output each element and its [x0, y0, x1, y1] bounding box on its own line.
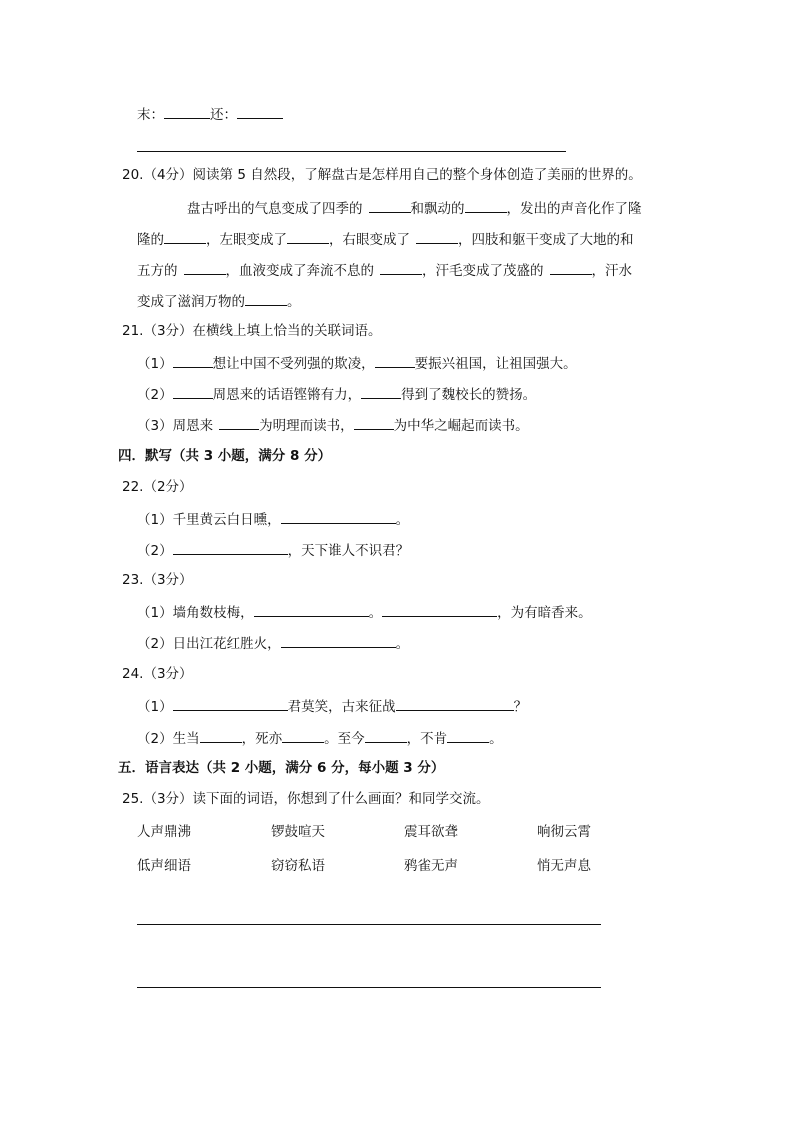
word: 人声鼎沸	[137, 824, 191, 840]
text: （1）	[137, 356, 173, 372]
text: （2）	[137, 387, 173, 403]
blank[interactable]	[173, 353, 213, 368]
text: 隆的	[137, 232, 164, 248]
text: 要振兴祖国，让祖国强大。	[414, 356, 577, 372]
blank[interactable]	[380, 260, 422, 275]
blank[interactable]	[245, 291, 287, 306]
answer-line[interactable]	[137, 924, 601, 925]
q19-answer-line	[137, 104, 283, 122]
text: 。	[395, 512, 410, 528]
text: 君莫笑，古来征战	[287, 699, 396, 715]
blank[interactable]	[173, 384, 213, 399]
text: （2）日出江花红胜火，	[137, 636, 281, 652]
word: 响彻云霄	[537, 824, 591, 840]
text: 得到了魏校长的赞扬。	[401, 387, 537, 403]
blank[interactable]	[164, 229, 206, 244]
text: ，汗水	[591, 263, 632, 279]
answer-line[interactable]	[137, 987, 601, 988]
text: ，天下谁人不识君？	[287, 543, 410, 559]
q22-item	[137, 509, 409, 527]
text: （1）千里黄云白日曛，	[137, 512, 281, 528]
text: 。至今	[324, 731, 365, 747]
blank[interactable]	[396, 696, 514, 711]
text: ，左眼变成了	[206, 232, 287, 248]
text: ？	[513, 699, 528, 715]
q22-item	[137, 540, 409, 558]
q20-line	[137, 291, 301, 309]
blank[interactable]	[254, 602, 369, 617]
q21-item	[137, 415, 529, 433]
word: 鸦雀无声	[404, 858, 458, 874]
text: ，不肯	[406, 731, 448, 747]
word: 窃窃私语	[271, 858, 325, 874]
q20-line	[187, 198, 642, 216]
text: （1）墙角数枝梅，	[137, 605, 254, 621]
blank[interactable]	[354, 415, 394, 430]
text: 周恩来的话语铿锵有力，	[212, 387, 362, 403]
text: 五方的	[137, 263, 178, 279]
blank[interactable]	[281, 633, 396, 648]
text: 。	[368, 605, 383, 621]
blank[interactable]	[173, 696, 288, 711]
word: 震耳欲聋	[404, 824, 458, 840]
q24-item	[137, 728, 503, 746]
q21-item	[137, 384, 536, 402]
blank[interactable]	[282, 728, 324, 743]
blank[interactable]	[219, 415, 259, 430]
text: （2）	[137, 543, 173, 559]
blank[interactable]	[369, 198, 411, 213]
section-4-heading: 四．默写（共 3 小题，满分 8 分）	[118, 448, 332, 464]
blank[interactable]	[200, 728, 242, 743]
text: ，汗毛变成了茂盛的	[422, 263, 544, 279]
label-mo: 末：	[137, 107, 164, 123]
text: 盘古呼出的气息变成了四季的	[187, 201, 363, 217]
text: 为中华之崛起而读书。	[393, 418, 529, 434]
blank[interactable]	[173, 540, 288, 555]
text: 。	[395, 636, 410, 652]
blank[interactable]	[550, 260, 592, 275]
q20-header: 20.（4分）阅读第 5 自然段，了解盘古是怎样用自己的整个身体创造了美丽的世界的。	[122, 167, 642, 183]
q24-header: 24.（3分）	[122, 666, 193, 682]
blank[interactable]	[281, 509, 396, 524]
text: 。	[489, 731, 503, 747]
q20-line	[137, 229, 634, 247]
text: ，四肢和躯干变成了大地的和	[458, 232, 634, 248]
q22-header: 22.（2分）	[122, 479, 193, 495]
text: ，为有暗香来。	[497, 605, 592, 621]
text: （3）周恩来	[137, 418, 214, 434]
text: （2）生当	[137, 731, 200, 747]
answer-line[interactable]	[137, 151, 566, 152]
text: 想让中国不受列强的欺凌，	[212, 356, 375, 372]
section-5-heading: 五．语言表达（共 2 小题，满分 6 分，每小题 3 分）	[118, 760, 445, 776]
blank[interactable]	[382, 602, 497, 617]
text: 为明理而读书，	[259, 418, 354, 434]
label-huan: 还：	[210, 107, 237, 123]
blank[interactable]	[447, 728, 489, 743]
text: 变成了滋润万物的	[137, 294, 245, 310]
blank[interactable]	[361, 384, 401, 399]
blank[interactable]	[416, 229, 458, 244]
q23-header: 23.（3分）	[122, 572, 193, 588]
blank[interactable]	[365, 728, 407, 743]
q21-item	[137, 353, 577, 371]
blank[interactable]	[287, 229, 329, 244]
q23-item	[137, 633, 409, 651]
word: 悄无声息	[537, 858, 591, 874]
text: 和飘动的	[410, 201, 465, 217]
text: （1）	[137, 699, 173, 715]
text: ，死亦	[241, 731, 283, 747]
blank[interactable]	[237, 104, 283, 119]
word: 低声细语	[137, 858, 191, 874]
text: 。	[287, 294, 301, 310]
q24-item	[137, 696, 527, 714]
text: ，右眼变成了	[329, 232, 410, 248]
blank[interactable]	[164, 104, 210, 119]
q20-line	[137, 260, 632, 278]
text: ，发出的声音化作了隆	[506, 201, 642, 217]
blank[interactable]	[465, 198, 507, 213]
blank[interactable]	[375, 353, 415, 368]
text: ，血液变成了奔流不息的	[225, 263, 374, 279]
q25-header: 25.（3分）读下面的词语，你想到了什么画面？和同学交流。	[122, 791, 490, 807]
q23-item	[137, 602, 592, 620]
blank[interactable]	[184, 260, 226, 275]
word: 锣鼓喧天	[271, 824, 325, 840]
q21-header: 21.（3分）在横线上填上恰当的关联词语。	[122, 323, 382, 339]
